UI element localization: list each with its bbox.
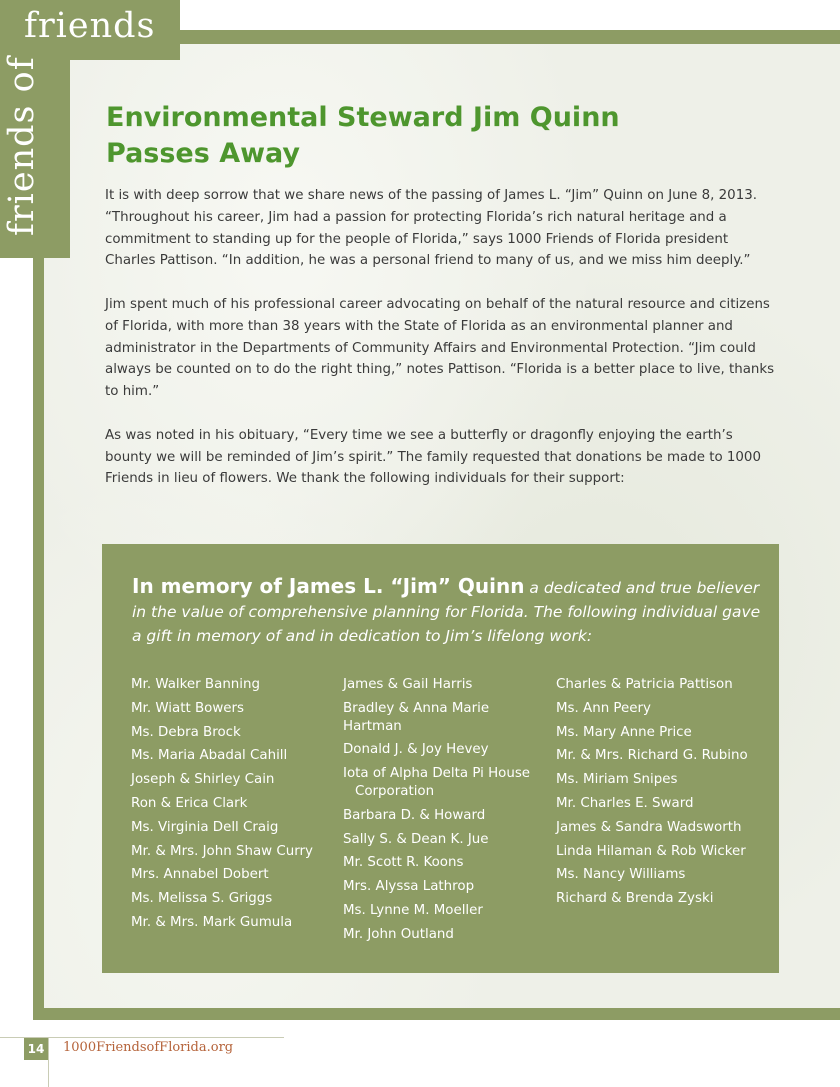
donor-name: Joseph & Shirley Cain [131,772,275,788]
donor-name: Ms. Virginia Dell Craig [131,819,279,835]
donor-name: Bradley & Anna Marie Hartman [343,700,490,734]
donor-name: Ms. Debra Brock [131,724,241,740]
donor-name: Ms. Melissa S. Griggs [131,891,273,907]
donor-name: Mr. Walker Banning [131,677,261,692]
donor-column-1 [131,676,331,938]
paragraph: Jim spent much of his professional career advocating on behalf of the natural resource and citizens of Florida, with more than 38 years with the State of Florida as an environmental planner and administrator in the Departments of Community Affairs and Environmental Protection. “Jim could always be counted on to do the right thing,” notes Pattison. “Florida is a better place to live, thanks to him.” [105,296,775,400]
paragraph: As was noted in his obituary, “Every time we see a butterfly or dragonfly enjoying the earth’s bounty we will be reminded of Jim’s spirit.” The family requested that donations be made to 1000 Friends in lieu of flowers. We thank the following individuals for their support: [105,427,761,487]
logo-friends-of: friends of [2,56,42,236]
donor-name: Linda Hilaman & Rob Wicker [556,843,746,859]
paragraph: It is with deep sorrow that we share news of the passing of James L. “Jim” Quinn on June 8, 2013. “Throughout his career, Jim had a passion for protecting Florida’s rich natural heritage and a commitment to standing up for the people of Florida,” says 1000 Friends of Florida president Charles Pattison. “In addition, he was a personal friend to many of us, and we miss him deeply.” [105,188,757,269]
logo-friends: friends [24,6,156,46]
article-body [105,185,780,512]
memorial-heading: In memory of James L. “Jim” Quinn [132,574,525,598]
donor-name: Ms. Mary Anne Price [556,724,692,740]
donor-name: Sally S. & Dean K. Jue [343,831,489,847]
memorial-intro [132,574,762,648]
donor-name: Ms. Ann Peery [556,700,651,716]
donor-name: Mr. Scott R. Koons [343,855,464,871]
donor-name: James & Sandra Wadsworth [556,819,742,835]
frame-top [180,30,840,44]
donor-name: Ron & Erica Clark [131,795,248,811]
donor-name: Ms. Nancy Williams [556,867,686,883]
donor-name: James & Gail Harris [343,677,473,692]
frame-bottom [33,1008,840,1020]
donor-name: Mr. Wiatt Bowers [131,700,245,716]
donor-name: Ms. Maria Abadal Cahill [131,748,288,764]
donor-column-2 [343,676,538,950]
donor-name: Charles & Patricia Pattison [556,677,733,692]
donor-column-3 [556,676,756,914]
donor-name: Mr. & Mrs. Mark Gumula [131,914,293,930]
donor-name: Mr. & Mrs. John Shaw Curry [131,843,313,859]
donor-name: Mrs. Alyssa Lathrop [343,879,475,895]
donor-name: Mrs. Annabel Dobert [131,867,269,883]
donor-name: Mr. John Outland [343,926,454,942]
page-number: 14 [24,1038,48,1060]
memorial-box [102,544,779,973]
donor-name: Ms. Miriam Snipes [556,772,678,788]
footer-vertical-divider [48,1037,49,1087]
donor-name: Mr. Charles E. Sward [556,795,694,811]
donor-name: Iota of Alpha Delta Pi House Corporation [343,766,531,799]
memorial-text: a dedicated and true believer in the value of comprehensive planning for Florida. The following individual gave a gift in memory of and in dedication to Jim’s lifelong work: [132,579,761,645]
article-title: Environmental Steward Jim Quinn Passes Away [106,102,620,169]
donor-name: Ms. Lynne M. Moeller [343,902,483,918]
donor-name: Richard & Brenda Zyski [556,891,714,907]
donor-name: Mr. & Mrs. Richard G. Rubino [556,748,748,764]
website-url: 1000FriendsofFlorida.org [63,1040,234,1055]
donor-name: Barbara D. & Howard [343,807,486,823]
donor-name: Donald J. & Joy Hevey [343,742,489,758]
